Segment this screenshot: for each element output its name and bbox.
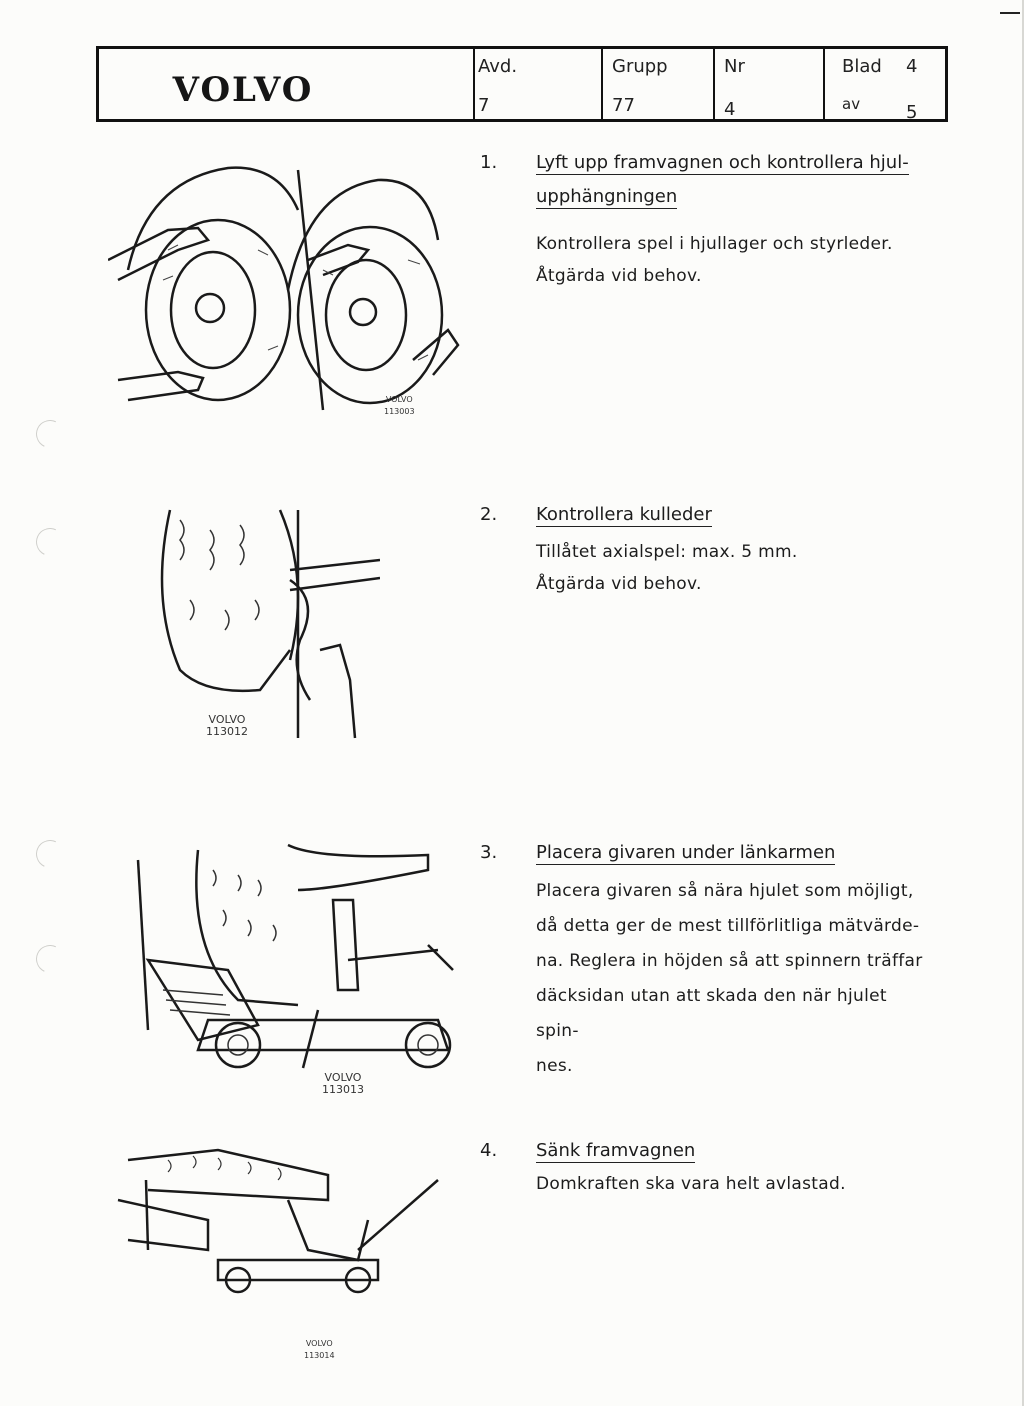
step-1-title (536, 146, 936, 214)
step-2-body-line: Tillåtet axialspel: max. 5 mm. (536, 542, 798, 562)
grupp-value: 77 (612, 95, 635, 116)
wheel-hub (418, 1035, 438, 1055)
sensor-arm (348, 945, 453, 970)
blad-label: Blad (842, 56, 882, 77)
hand (108, 228, 208, 280)
figure-3-brand: VOLVO (324, 1071, 362, 1084)
control-arm (288, 845, 428, 890)
step-4-body (536, 1168, 926, 1200)
figure-sensor-placement (108, 830, 468, 1070)
nr-value: 4 (724, 99, 736, 120)
corner-mark (1000, 12, 1020, 14)
tire-side (196, 850, 298, 1005)
figure-3-code: 113013 (322, 1083, 364, 1096)
body-line (138, 860, 148, 1030)
step-1-body-line: Kontrollera spel i hjullager och styrleder. (536, 234, 893, 254)
figure-2-label (206, 714, 248, 738)
mudflap (118, 1200, 208, 1250)
step-2-number: 2. (480, 504, 498, 525)
step-3-number: 3. (480, 842, 498, 863)
punch-hole (32, 524, 68, 560)
avd-value: 7 (478, 95, 490, 116)
step-2-body (536, 536, 926, 600)
figure-4-label (304, 1338, 335, 1362)
step-1-body-line: Åtgärda vid behov. (536, 266, 702, 286)
step-2-title (536, 498, 936, 532)
hub-left (196, 294, 224, 322)
punch-hole (32, 941, 68, 977)
fender-arch (288, 180, 438, 290)
step-3-title (536, 836, 936, 870)
rim-left (171, 252, 255, 368)
jack (288, 1200, 368, 1260)
fender-arch (128, 168, 298, 270)
avd-label: Avd. (478, 56, 518, 77)
figure-2-code: 113012 (206, 725, 248, 738)
figure-ball-joint (150, 500, 380, 740)
punch-hole (32, 836, 68, 872)
wheel-hub (228, 1035, 248, 1055)
punch-hole (32, 416, 68, 452)
hub-right (350, 299, 376, 325)
jack-wheel (406, 1023, 450, 1067)
step-2-title-line1: Kontrollera kulleder (536, 504, 712, 525)
step-4-title-line1: Sänk framvagnen (536, 1140, 696, 1161)
step-3-body-line: na. Reglera in höjden så att spinnern träffar (536, 951, 923, 971)
hand (320, 645, 355, 738)
step-4-number: 4. (480, 1140, 498, 1161)
blad-value: 4 (906, 56, 918, 77)
step-3-body-line: Placera givaren så nära hjulet som möjligt, (536, 881, 914, 901)
hand (308, 245, 368, 275)
jack-post (333, 900, 358, 990)
figure-4-code: 113014 (304, 1351, 335, 1360)
step-3-title-line1: Placera givaren under länkarmen (536, 842, 836, 863)
figure-1-brand: VOLVO (385, 395, 413, 404)
step-3-body-line: däcksidan utan att skada den när hjulet spin- (536, 986, 887, 1041)
nr-label: Nr (724, 56, 745, 77)
step-2-body-line: Åtgärda vid behov. (536, 574, 702, 594)
jack-handle (303, 1010, 318, 1068)
step-3-body-line: då detta ger de mest tillförlitliga mätvärde- (536, 916, 920, 936)
figure-wheel-check (108, 150, 468, 420)
step-1-title-line2: upphängningen (536, 186, 678, 207)
av-label: av (842, 95, 861, 113)
vehicle-body (128, 1150, 328, 1200)
figure-1-code: 113003 (384, 407, 415, 416)
grupp-label: Grupp (612, 56, 668, 77)
figure-1-label (384, 394, 415, 418)
figure-3-label (322, 1072, 364, 1096)
volvo-logo: VOLVO (172, 70, 314, 110)
figure-2-brand: VOLVO (208, 713, 246, 726)
av-value: 5 (906, 102, 918, 123)
figure-4-brand: VOLVO (305, 1339, 333, 1348)
figure-lower-vehicle (108, 1140, 448, 1310)
step-4-title (536, 1134, 936, 1168)
step-1-number: 1. (480, 152, 498, 173)
hand (118, 372, 203, 400)
control-arm (290, 560, 380, 590)
step-1-title-line1: Lyft upp framvagnen och kontrollera hjul- (536, 152, 909, 173)
tread-pattern (180, 520, 259, 630)
rim-right (326, 260, 406, 370)
step-4-body-line: Domkraften ska vara helt avlastad. (536, 1174, 846, 1194)
stand (146, 1180, 148, 1250)
step-3-body (536, 874, 926, 1084)
jack-handle (358, 1180, 438, 1250)
step-3-body-line: nes. (536, 1056, 573, 1076)
tread-pattern (163, 870, 276, 1015)
step-1-body (536, 228, 926, 292)
